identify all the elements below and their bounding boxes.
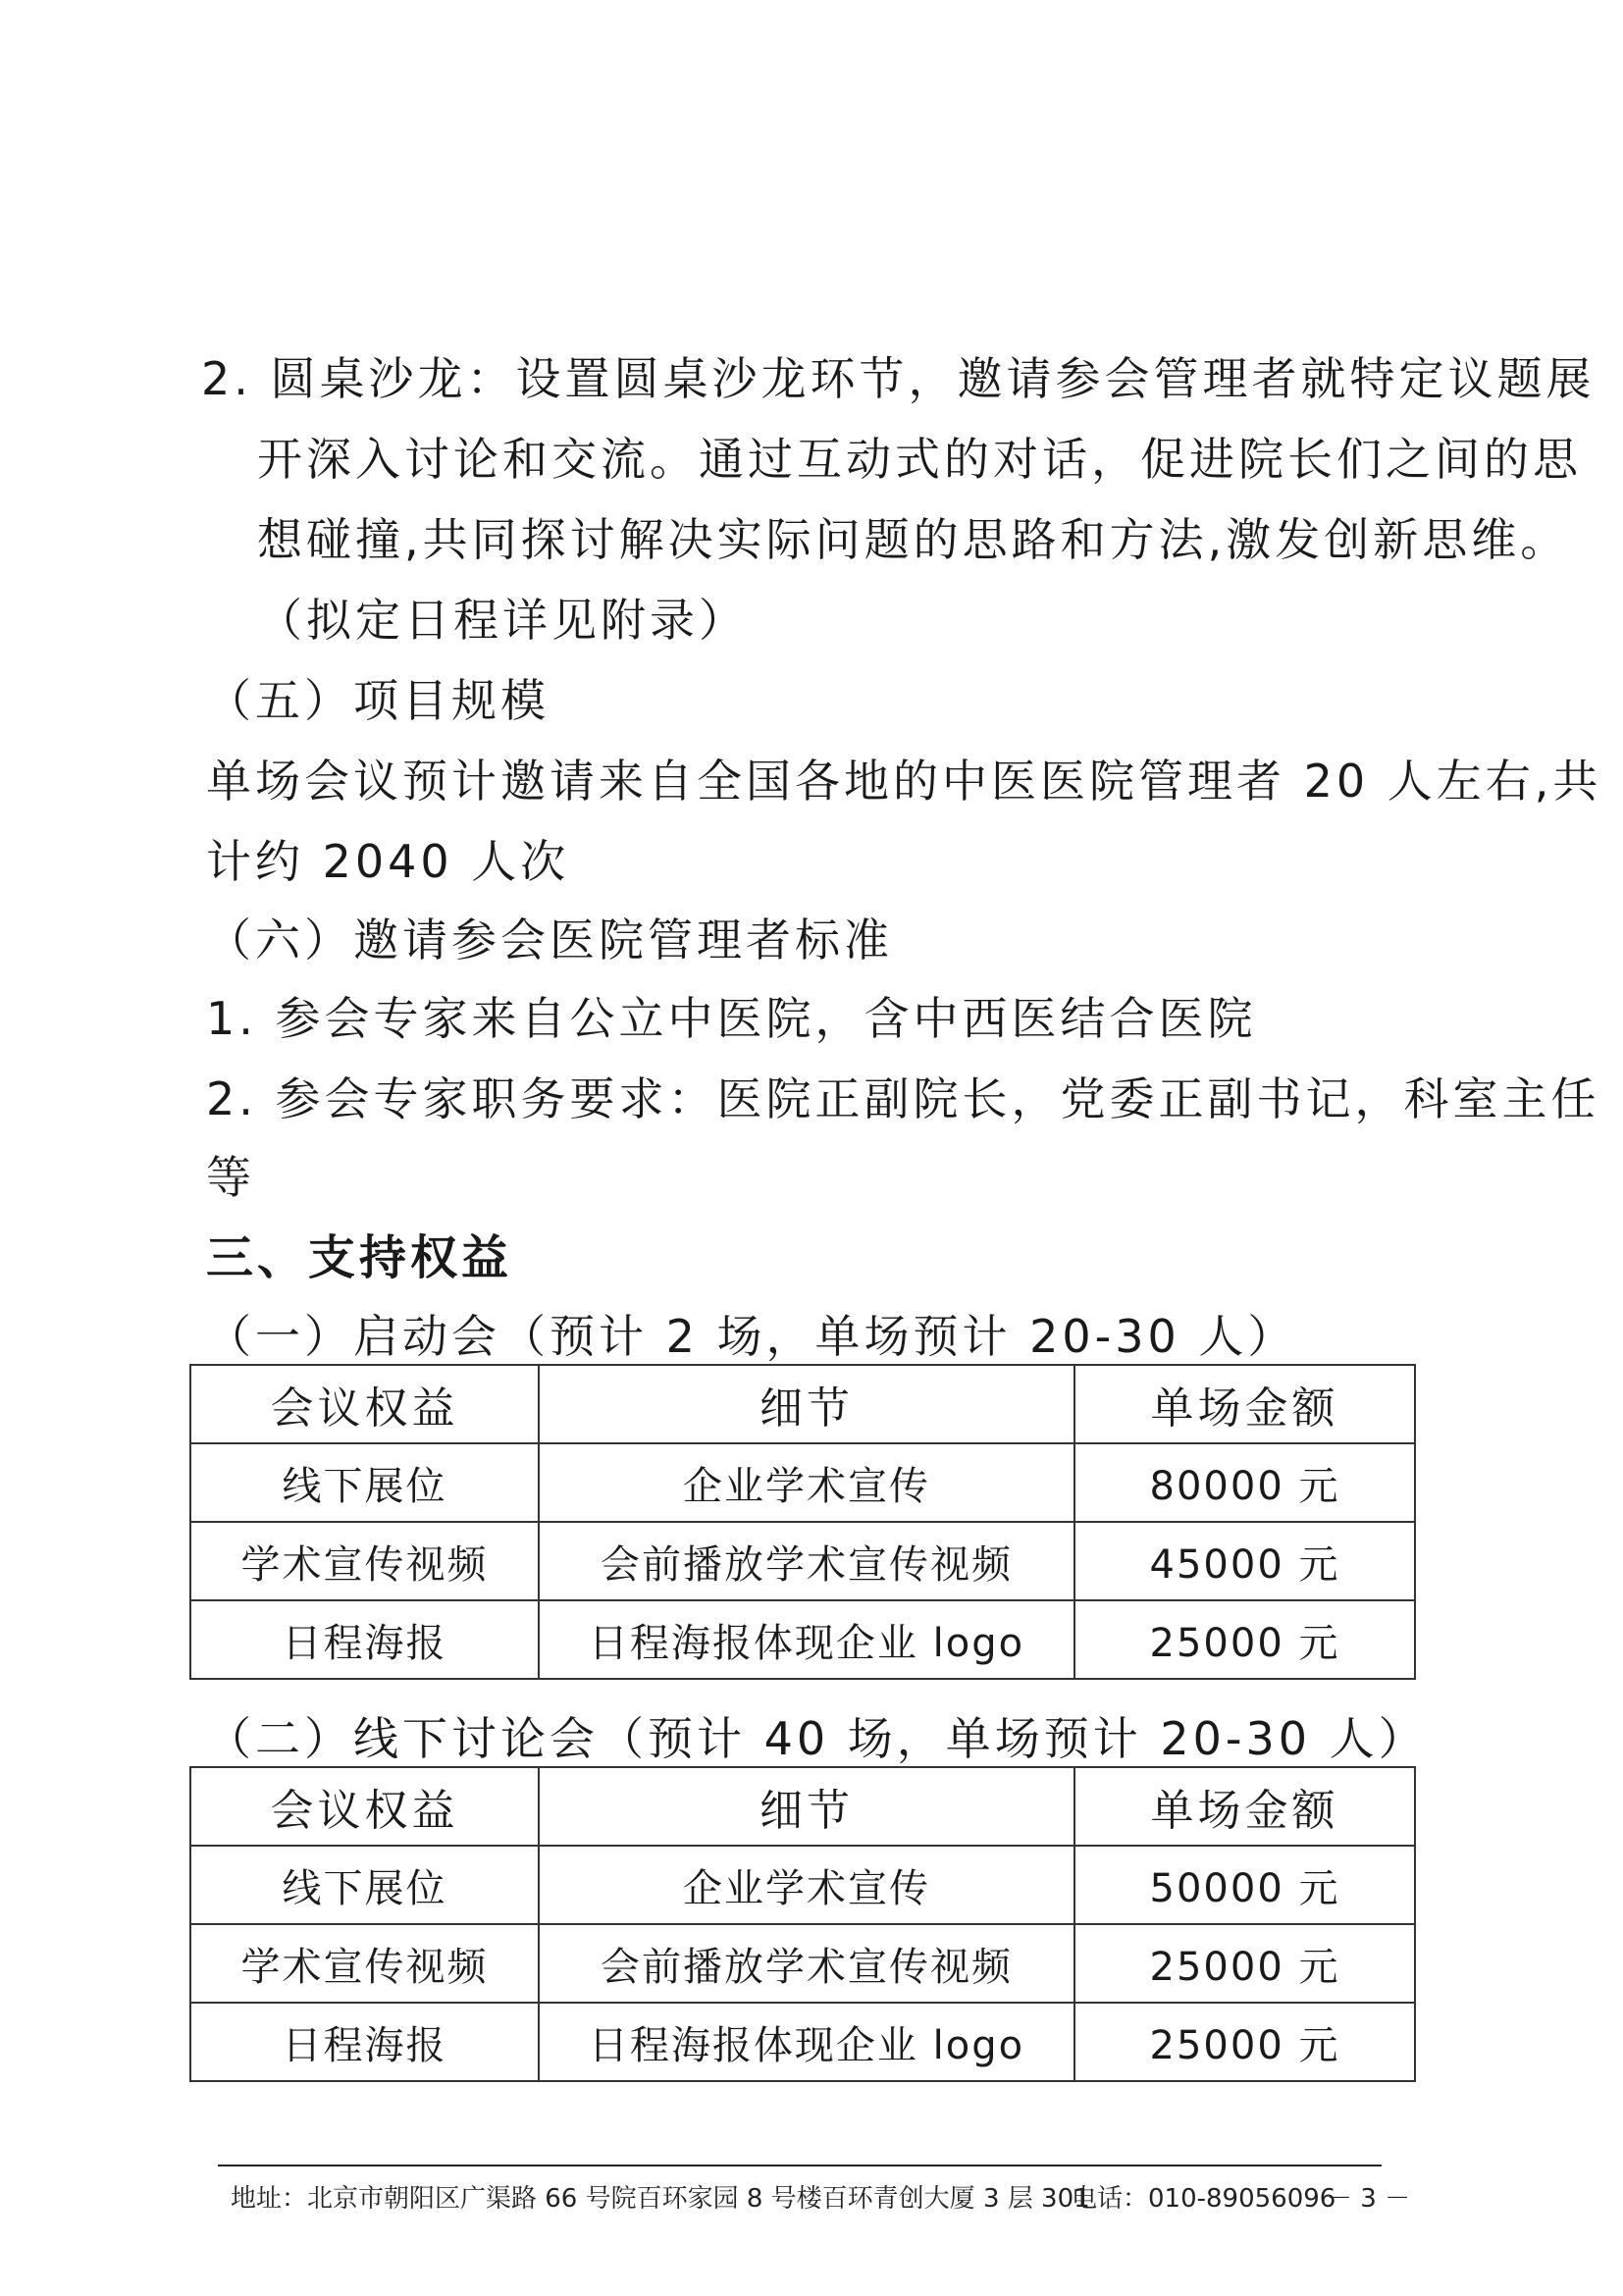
- cell-amount: 80000 元: [1074, 1443, 1415, 1522]
- header-benefit: 会议权益: [190, 1767, 539, 1846]
- scale-paragraph-line-2: 计约 2040 人次: [206, 835, 570, 888]
- cell-benefit: 学术宣传视频: [190, 1924, 539, 2003]
- standard-item-1: 1. 参会专家来自公立中医院，含中西医结合医院: [206, 992, 1257, 1045]
- table-1-caption: （一）启动会（预计 2 场，单场预计 20-30 人）: [206, 1310, 1297, 1363]
- cell-detail: 日程海报体现企业 logo: [539, 2003, 1074, 2081]
- cell-detail: 会前播放学术宣传视频: [539, 1522, 1074, 1600]
- table-2-caption: （二）线下讨论会（预计 40 场，单场预计 20-30 人）: [206, 1712, 1428, 1765]
- cell-amount: 25000 元: [1074, 1600, 1415, 1679]
- benefits-table-1: [189, 1364, 1416, 1680]
- header-detail: 细节: [539, 1767, 1074, 1846]
- cell-amount: 25000 元: [1074, 1924, 1415, 2003]
- footer-phone: 电话：010-89056096: [1072, 2184, 1336, 2214]
- header-amount: 单场金额: [1074, 1365, 1415, 1443]
- cell-amount: 25000 元: [1074, 2003, 1415, 2081]
- salon-paragraph-line-1: 2. 圆桌沙龙：设置圆桌沙龙环节，邀请参会管理者就特定议题展: [201, 352, 1596, 405]
- cell-detail: 会前播放学术宣传视频: [539, 1924, 1074, 2003]
- cell-amount: 50000 元: [1074, 1846, 1415, 1924]
- cell-amount: 45000 元: [1074, 1522, 1415, 1600]
- table-row: [190, 1600, 1415, 1679]
- benefits-table-2: [189, 1766, 1416, 2082]
- cell-detail: 企业学术宣传: [539, 1443, 1074, 1522]
- standard-subheading: （六）邀请参会医院管理者标准: [206, 913, 893, 966]
- cell-detail: 日程海报体现企业 logo: [539, 1600, 1074, 1679]
- cell-benefit: 日程海报: [190, 2003, 539, 2081]
- cell-benefit: 日程海报: [190, 1600, 539, 1679]
- scale-subheading: （五）项目规模: [206, 674, 550, 727]
- salon-paragraph-line-3: 想碰撞,共同探讨解决实际问题的思路和方法,激发创新思维。: [257, 513, 1570, 566]
- schedule-note: （拟定日程详见附录）: [257, 594, 748, 647]
- cell-benefit: 学术宣传视频: [190, 1522, 539, 1600]
- header-detail: 细节: [539, 1365, 1074, 1443]
- table-row: [190, 1924, 1415, 2003]
- table-row: [190, 1522, 1415, 1600]
- table-row: [190, 2003, 1415, 2081]
- footer-address: 地址：北京市朝阳区广渠路 66 号院百环家园 8 号楼百环青创大厦 3 层 301: [231, 2184, 1090, 2214]
- salon-paragraph-line-2: 开深入讨论和交流。通过互动式的对话，促进院长们之间的思: [257, 433, 1582, 486]
- footer-divider: [218, 2165, 1382, 2166]
- cell-detail: 企业学术宣传: [539, 1846, 1074, 1924]
- header-amount: 单场金额: [1074, 1767, 1415, 1846]
- table-header-row: [190, 1365, 1415, 1443]
- standard-item-2-line-2: 等: [206, 1151, 255, 1204]
- table-row: [190, 1443, 1415, 1522]
- table-row: [190, 1846, 1415, 1924]
- section-heading: 三、支持权益: [206, 1230, 513, 1285]
- cell-benefit: 线下展位: [190, 1846, 539, 1924]
- cell-benefit: 线下展位: [190, 1443, 539, 1522]
- table-header-row: [190, 1767, 1415, 1846]
- page-number: － 3 －: [1327, 2184, 1411, 2214]
- header-benefit: 会议权益: [190, 1365, 539, 1443]
- scale-paragraph-line-1: 单场会议预计邀请来自全国各地的中医医院管理者 20 人左右,共: [206, 755, 1602, 808]
- standard-item-2-line-1: 2. 参会专家职务要求：医院正副院长，党委正副书记，科室主任: [206, 1072, 1600, 1125]
